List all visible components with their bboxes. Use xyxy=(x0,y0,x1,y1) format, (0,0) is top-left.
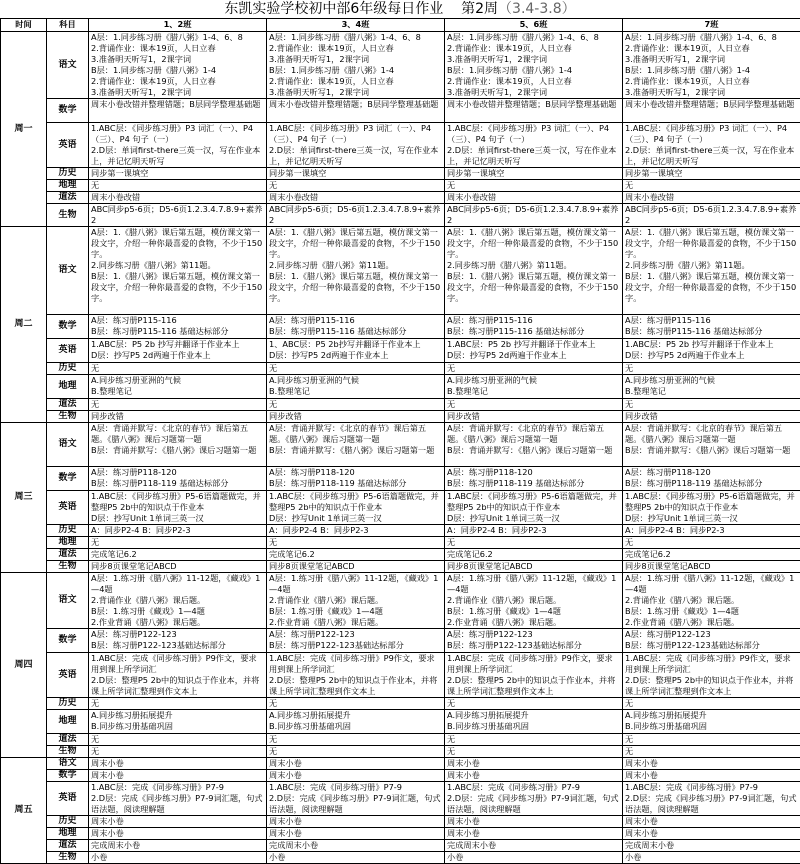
homework-cell: 周末小卷 xyxy=(89,828,267,840)
table-row xyxy=(1,828,800,840)
header-class-7: 7班 xyxy=(623,19,800,32)
homework-cell: 周末小卷 xyxy=(623,770,800,782)
week-dates: （3.4-3.8） xyxy=(498,1,576,17)
homework-cell: 周末小卷 xyxy=(267,828,445,840)
homework-cell: 1、ABC层：P5 2b抄写并翻译于作业本上 D层：抄写P5 2d两遍于作业本上 xyxy=(267,339,445,363)
subject-label: 语文 xyxy=(47,423,89,467)
homework-cell: A层：1.练习册《腊八粥》11-12题，《藏戏》1—4题 2.背诵作业《腊八粥》课后题。 B层：1.练习册《藏戏》1—4题 2.作业背诵《腊八粥》课后题。 xyxy=(445,573,623,629)
homework-cell: A层：1.《腊八粥》课后第五题，模仿课文第一段文字，介绍一种你最喜爱的食物，不少于150字。 2.同步练习册《腊八粥》第11题。 B层：1.《腊八粥》课后第五题，模仿课文第一段文字，介绍一种你最喜爱的食物，不少于150字。 xyxy=(89,227,267,315)
homework-cell: A层：1.练习册《腊八粥》11-12题，《藏戏》1—4题 2.背诵作业《腊八粥》课后题。 B层：1.练习册《藏戏》1—4题 2.作业背诵《腊八粥》课后题。 xyxy=(623,573,800,629)
table-row xyxy=(1,770,800,782)
homework-cell: A：同步P2-4 B：同步P2-3 xyxy=(445,525,623,537)
header-subject: 科目 xyxy=(47,19,89,32)
homework-cell: 无 xyxy=(623,698,800,710)
homework-cell: A层：1.练习册《腊八粥》11-12题，《藏戏》1—4题 2.背诵作业《腊八粥》课后题。 B层：1.练习册《藏戏》1—4题 2.作业背诵《腊八粥》课后题。 xyxy=(267,573,445,629)
homework-cell: 1.ABC层：完成《同步练习册》P9作文，要求用到课上所学词汇 2.D层：整理P5 2b中的知识点于作业本，并将课上所学词汇整理到作文本上 xyxy=(445,653,623,698)
subject-label: 生物 xyxy=(47,852,89,864)
homework-cell: A：同步P2-4 B：同步P2-3 xyxy=(267,525,445,537)
homework-cell: 无 xyxy=(445,180,623,192)
homework-cell: 周末小卷改错 xyxy=(445,192,623,204)
homework-cell: 无 xyxy=(267,399,445,411)
homework-cell: 无 xyxy=(267,746,445,758)
table-row xyxy=(1,180,800,192)
homework-cell: A.同步练习册亚洲的气候 B.整理笔记 xyxy=(445,375,623,399)
homework-cell: 周末小卷 xyxy=(445,816,623,828)
homework-cell: A.同步练习册拓展提升 B.同步练习册基础巩固 xyxy=(267,710,445,734)
table-row xyxy=(1,32,800,99)
homework-cell: 无 xyxy=(89,180,267,192)
homework-cell: A层：背诵并默写：《北京的春节》课后第五题。《腊八粥》课后习题第一题 B层：背诵并默写：《腊八粥》课后习题第一题 xyxy=(623,423,800,467)
homework-cell: 无 xyxy=(445,363,623,375)
homework-cell: A层：练习册P122-123 B层：练习册P122-123基础达标部分 xyxy=(623,629,800,653)
subject-label: 生物 xyxy=(47,204,89,227)
homework-cell: 无 xyxy=(267,537,445,549)
homework-cell: 1.ABC层：《同步练习册》P5-6语篇题做完，并整理P5 2b中的知识点于作业本 D层：抄写Unit 1单词三英一汉 xyxy=(623,491,800,525)
subject-label: 地理 xyxy=(47,828,89,840)
homework-cell: 完成笔记6.2 xyxy=(445,549,623,561)
homework-cell: 周末小卷 xyxy=(89,816,267,828)
table-row xyxy=(1,782,800,816)
homework-cell: A层：1.同步练习册《腊八粥》1-4、6、8 2.背诵作业：课本19页，人日立春 3.准备明天听写1，2课字词 B层：1.同步练习册《腊八粥》1-4 2.背诵作业：课本19页，人日立春 3.准备明天听写1，2课字词 xyxy=(445,32,623,99)
day-label: 周三 xyxy=(1,423,47,573)
homework-cell: A层：1.《腊八粥》课后第五题，模仿课文第一段文字，介绍一种你最喜爱的食物，不少于150字。 2.同步练习册《腊八粥》第11题。 B层：1.《腊八粥》课后第五题，模仿课文第一段文字，介绍一种你最喜爱的食物，不少于150字。 xyxy=(445,227,623,315)
table-row xyxy=(1,629,800,653)
homework-cell: A层：背诵并默写：《北京的春节》课后第五题。《腊八粥》课后习题第一题 B层：背诵并默写：《腊八粥》课后习题第一题 xyxy=(89,423,267,467)
homework-cell: 周末小卷改错并整理错题；B层同学整理基础题 xyxy=(267,99,445,123)
homework-cell: 周末小卷 xyxy=(89,770,267,782)
homework-cell: 无 xyxy=(623,399,800,411)
subject-label: 道法 xyxy=(47,549,89,561)
homework-cell: 同步改错 xyxy=(445,411,623,423)
homework-cell: 同步改错 xyxy=(623,411,800,423)
homework-cell: 同步8页课堂笔记ABCD xyxy=(89,561,267,573)
table-row xyxy=(1,192,800,204)
subject-label: 英语 xyxy=(47,653,89,698)
homework-cell: A层：1.同步练习册《腊八粥》1-4、6、8 2.背诵作业：课本19页，人日立春 3.准备明天听写1，2课字词 B层：1.同步练习册《腊八粥》1-4 2.背诵作业：课本19页，人日立春 3.准备明天听写1，2课字词 xyxy=(267,32,445,99)
homework-cell: 周末小卷改错并整理错题；B层同学整理基础题 xyxy=(623,99,800,123)
table-row xyxy=(1,467,800,491)
homework-cell: 完成周末小卷 xyxy=(267,840,445,852)
homework-cell: 无 xyxy=(623,734,800,746)
homework-cell: 无 xyxy=(623,180,800,192)
homework-cell: 1.ABC层：《同步练习册》P3 词汇（一）、P4（三）、P4 句子（一） 2.D层：单词first-there三英一汉，写在作业本上，并记忆明天听写 xyxy=(445,123,623,168)
homework-cell: 周末小卷 xyxy=(267,816,445,828)
header-class-3-4: 3、4班 xyxy=(267,19,445,32)
subject-label: 数学 xyxy=(47,467,89,491)
table-row xyxy=(1,411,800,423)
homework-cell: 无 xyxy=(89,698,267,710)
homework-cell: 完成周末小卷 xyxy=(623,840,800,852)
homework-cell: A层：练习册P118-120 B层：练习册P118-119 基础达标部分 xyxy=(267,467,445,491)
homework-cell: A.同步练习册拓展提升 B.同步练习册基础巩固 xyxy=(623,710,800,734)
homework-cell: 1.ABC层：完成《同步练习册》P9作文，要求用到课上所学词汇 2.D层：整理P5 2b中的知识点于作业本，并将课上所学词汇整理到作文本上 xyxy=(623,653,800,698)
homework-cell: 周末小卷 xyxy=(623,758,800,770)
homework-cell: 同步8页课堂笔记ABCD xyxy=(267,561,445,573)
homework-cell: 周末小卷改错并整理错题；B层同学整理基础题 xyxy=(445,99,623,123)
homework-cell: 完成周末小卷 xyxy=(445,840,623,852)
homework-cell: 无 xyxy=(623,537,800,549)
table-row xyxy=(1,537,800,549)
subject-label: 道法 xyxy=(47,399,89,411)
subject-label: 数学 xyxy=(47,629,89,653)
subject-label: 地理 xyxy=(47,180,89,192)
homework-cell: 无 xyxy=(267,698,445,710)
subject-label: 生物 xyxy=(47,411,89,423)
homework-cell: 1.ABC层：完成《同步练习册》P9作文，要求用到课上所学词汇 2.D层：整理P5 2b中的知识点于作业本，并将课上所学词汇整理到作文本上 xyxy=(267,653,445,698)
homework-cell: A层：1.同步练习册《腊八粥》1-4、6、8 2.背诵作业：课本19页，人日立春 3.准备明天听写1，2课字词 B层：1.同步练习册《腊八粥》1-4 2.背诵作业：课本19页，人日立春 3.准备明天听写1，2课字词 xyxy=(89,32,267,99)
table-row xyxy=(1,339,800,363)
homework-cell: 小卷 xyxy=(267,852,445,864)
homework-cell: A层：1.《腊八粥》课后第五题，模仿课文第一段文字，介绍一种你最喜爱的食物，不少于150字。 2.同步练习册《腊八粥》第11题。 B层：1.《腊八粥》课后第五题，模仿课文第一段文字，介绍一种你最喜爱的食物，不少于150字。 xyxy=(623,227,800,315)
homework-cell: 1.ABC层：《同步练习册》P5-6语篇题做完，并整理P5 2b中的知识点于作业本 D层：抄写Unit 1单词三英一汉 xyxy=(89,491,267,525)
homework-cell: 小卷 xyxy=(89,852,267,864)
homework-cell: 周末小卷改错并整理错题；B层同学整理基础题 xyxy=(89,99,267,123)
homework-cell: 1.ABC层：完成《同步练习册》P7-9 2.D层：完成《同步练习册》P7-9词汇题，句式语法题，阅读理解题 xyxy=(267,782,445,816)
homework-cell: 完成笔记6.2 xyxy=(89,549,267,561)
homework-cell: 同步第一课填空 xyxy=(89,168,267,180)
homework-cell: A层：练习册P115-116 B层：练习册P115-116 基础达标部分 xyxy=(89,315,267,339)
table-row xyxy=(1,840,800,852)
homework-cell: 无 xyxy=(267,180,445,192)
week-label: 第2周 xyxy=(461,1,498,17)
table-row xyxy=(1,573,800,629)
homework-cell: 同步8页课堂笔记ABCD xyxy=(623,561,800,573)
day-label: 周一 xyxy=(1,32,47,227)
homework-cell: 1.ABC层：《同步练习册》P3 词汇（一）、P4（三）、P4 句子（一） 2.D层：单词first-there三英一汉，写在作业本上，并记忆明天听写 xyxy=(267,123,445,168)
homework-cell: 1.ABC层：完成《同步练习册》P7-9 2.D层：完成《同步练习册》P7-9词汇题，句式语法题，阅读理解题 xyxy=(623,782,800,816)
table-row xyxy=(1,491,800,525)
homework-cell: A：同步P2-4 B：同步P2-3 xyxy=(89,525,267,537)
homework-cell: 1.ABC层：P5 2b 抄写并翻译于作业本上 D层：抄写P5 2d两遍于作业本上 xyxy=(445,339,623,363)
table-row xyxy=(1,734,800,746)
subject-label: 语文 xyxy=(47,758,89,770)
homework-cell: 无 xyxy=(445,537,623,549)
subject-label: 英语 xyxy=(47,123,89,168)
subject-label: 语文 xyxy=(47,573,89,629)
day-label: 周四 xyxy=(1,573,47,758)
homework-cell: A层：1.同步练习册《腊八粥》1-4、6、8 2.背诵作业：课本19页，人日立春 3.准备明天听写1，2课字词 B层：1.同步练习册《腊八粥》1-4 2.背诵作业：课本19页，人日立春 3.准备明天听写1，2课字词 xyxy=(623,32,800,99)
subject-label: 语文 xyxy=(47,227,89,315)
homework-cell: A.同步练习册亚洲的气候 B.整理笔记 xyxy=(267,375,445,399)
homework-cell: 无 xyxy=(267,734,445,746)
homework-cell: ABC同步p5-6页；D5-6页1.2.3.4.7.8.9+素养2 xyxy=(89,204,267,227)
homework-cell: A层：练习册P122-123 B层：练习册P122-123基础达标部分 xyxy=(445,629,623,653)
homework-cell: A层：练习册P115-116 B层：练习册P115-116 基础达标部分 xyxy=(267,315,445,339)
subject-label: 英语 xyxy=(47,782,89,816)
homework-cell: 周末小卷 xyxy=(445,758,623,770)
homework-cell: A层：练习册P122-123 B层：练习册P122-123基础达标部分 xyxy=(89,629,267,653)
subject-label: 数学 xyxy=(47,315,89,339)
day-label: 周二 xyxy=(1,227,47,423)
homework-table xyxy=(0,18,800,864)
page-title: 东凯实验学校初中部6年级每日作业 xyxy=(224,1,443,17)
homework-cell: A层：练习册P115-116 B层：练习册P115-116 基础达标部分 xyxy=(623,315,800,339)
homework-cell: 同步第一课填空 xyxy=(623,168,800,180)
table-row xyxy=(1,816,800,828)
homework-cell: 完成笔记6.2 xyxy=(623,549,800,561)
header-class-5-6: 5、6班 xyxy=(445,19,623,32)
table-row xyxy=(1,852,800,864)
homework-cell: 无 xyxy=(445,698,623,710)
homework-cell: 无 xyxy=(445,734,623,746)
homework-cell: 无 xyxy=(267,363,445,375)
subject-label: 地理 xyxy=(47,710,89,734)
subject-label: 英语 xyxy=(47,339,89,363)
subject-label: 道法 xyxy=(47,734,89,746)
homework-cell: 无 xyxy=(445,746,623,758)
homework-cell: 小卷 xyxy=(623,852,800,864)
subject-label: 历史 xyxy=(47,816,89,828)
table-row xyxy=(1,698,800,710)
table-row xyxy=(1,168,800,180)
table-row xyxy=(1,399,800,411)
homework-cell: 周末小卷 xyxy=(445,828,623,840)
homework-cell: A.同步练习册拓展提升 B.同步练习册基础巩固 xyxy=(445,710,623,734)
homework-cell: 1.ABC层：《同步练习册》P3 词汇（一）、P4（三）、P4 句子（一） 2.D层：单词first-there三英一汉，写在作业本上，并记忆明天听写 xyxy=(623,123,800,168)
table-row xyxy=(1,204,800,227)
homework-cell: 周末小卷改错 xyxy=(623,192,800,204)
subject-label: 历史 xyxy=(47,168,89,180)
homework-cell: 1.ABC层：完成《同步练习册》P7-9 2.D层：完成《同步练习册》P7-9词汇题，句式语法题，阅读理解题 xyxy=(445,782,623,816)
table-row xyxy=(1,549,800,561)
subject-label: 英语 xyxy=(47,491,89,525)
table-row xyxy=(1,99,800,123)
homework-cell: 无 xyxy=(623,746,800,758)
homework-cell: A：同步P2-4 B：同步P2-3 xyxy=(623,525,800,537)
table-row xyxy=(1,123,800,168)
subject-label: 语文 xyxy=(47,32,89,99)
homework-cell: 周末小卷改错 xyxy=(267,192,445,204)
table-row xyxy=(1,653,800,698)
subject-label: 道法 xyxy=(47,840,89,852)
table-row xyxy=(1,375,800,399)
subject-label: 历史 xyxy=(47,525,89,537)
homework-cell: 无 xyxy=(89,734,267,746)
homework-cell: A层：练习册P118-120 B层：练习册P118-119 基础达标部分 xyxy=(623,467,800,491)
table-row xyxy=(1,227,800,315)
subject-label: 历史 xyxy=(47,698,89,710)
homework-cell: 无 xyxy=(89,746,267,758)
table-row xyxy=(1,746,800,758)
homework-cell: A层：1.《腊八粥》课后第五题，模仿课文第一段文字，介绍一种你最喜爱的食物，不少于150字。 2.同步练习册《腊八粥》第11题。 B层：1.《腊八粥》课后第五题，模仿课文第一段文字，介绍一种你最喜爱的食物，不少于150字。 xyxy=(267,227,445,315)
table-row xyxy=(1,561,800,573)
homework-cell: 周末小卷 xyxy=(623,816,800,828)
homework-cell: A层：练习册P122-123 B层：练习册P122-123基础达标部分 xyxy=(267,629,445,653)
table-row xyxy=(1,525,800,537)
homework-cell: 周末小卷 xyxy=(445,770,623,782)
subject-label: 道法 xyxy=(47,192,89,204)
homework-cell: 无 xyxy=(89,537,267,549)
homework-cell: 同步第一课填空 xyxy=(267,168,445,180)
homework-cell: ABC同步p5-6页；D5-6页1.2.3.4.7.8.9+素养2 xyxy=(445,204,623,227)
homework-cell: 小卷 xyxy=(445,852,623,864)
table-row xyxy=(1,758,800,770)
homework-cell: ABC同步p5-6页；D5-6页1.2.3.4.7.8.9+素养2 xyxy=(267,204,445,227)
table-row xyxy=(1,363,800,375)
homework-cell: 无 xyxy=(89,399,267,411)
homework-cell: 完成周末小卷 xyxy=(89,840,267,852)
subject-label: 历史 xyxy=(47,363,89,375)
header-row xyxy=(1,19,800,32)
table-body xyxy=(1,32,800,864)
homework-cell: A层：背诵并默写：《北京的春节》课后第五题。《腊八粥》课后习题第一题 B层：背诵并默写：《腊八粥》课后习题第一题 xyxy=(267,423,445,467)
homework-cell: ABC同步p5-6页；D5-6页1.2.3.4.7.8.9+素养2 xyxy=(623,204,800,227)
homework-cell: 周末小卷改错 xyxy=(89,192,267,204)
homework-cell: 1.ABC层：完成《同步练习册》P9作文，要求用到课上所学词汇 2.D层：整理P5 2b中的知识点于作业本，并将课上所学词汇整理到作文本上 xyxy=(89,653,267,698)
homework-cell: 同步改错 xyxy=(267,411,445,423)
homework-cell: 1.ABC层：完成《同步练习册》P7-9 2.D层：完成《同步练习册》P7-9词汇题，句式语法题，阅读理解题 xyxy=(89,782,267,816)
table-row xyxy=(1,315,800,339)
table-row xyxy=(1,710,800,734)
homework-cell: 无 xyxy=(623,363,800,375)
homework-cell: 同步第一课填空 xyxy=(445,168,623,180)
homework-cell: A层：练习册P115-116 B层：练习册P115-116 基础达标部分 xyxy=(445,315,623,339)
homework-cell: 周末小卷 xyxy=(89,758,267,770)
day-label: 周五 xyxy=(1,758,47,864)
table-row xyxy=(1,423,800,467)
header-class-1-2: 1、2班 xyxy=(89,19,267,32)
subject-label: 生物 xyxy=(47,746,89,758)
subject-label: 地理 xyxy=(47,375,89,399)
homework-cell: 1.ABC层：《同步练习册》P5-6语篇题做完，并整理P5 2b中的知识点于作业本 D层：抄写Unit 1单词三英一汉 xyxy=(267,491,445,525)
homework-cell: 无 xyxy=(445,399,623,411)
homework-cell: A层：1.练习册《腊八粥》11-12题，《藏戏》1—4题 2.背诵作业《腊八粥》课后题。 B层：1.练习册《藏戏》1—4题 2.作业背诵《腊八粥》课后题。 xyxy=(89,573,267,629)
homework-cell: A.同步练习册亚洲的气候 B.整理笔记 xyxy=(623,375,800,399)
homework-cell: A层：练习册P118-120 B层：练习册P118-119 基础达标部分 xyxy=(89,467,267,491)
homework-cell: 1.ABC层：P5 2b 抄写并翻译于作业本上 D层：抄写P5 2d两遍于作业本上 xyxy=(623,339,800,363)
subject-label: 数学 xyxy=(47,770,89,782)
homework-cell: 周末小卷 xyxy=(267,758,445,770)
homework-cell: 1.ABC层：《同步练习册》P5-6语篇题做完，并整理P5 2b中的知识点于作业本 D层：抄写Unit 1单词三英一汉 xyxy=(445,491,623,525)
homework-cell: A.同步练习册拓展提升 B.同步练习册基础巩固 xyxy=(89,710,267,734)
homework-cell: 同步8页课堂笔记ABCD xyxy=(445,561,623,573)
header-time: 时间 xyxy=(1,19,47,32)
homework-cell: A.同步练习册亚洲的气候 B.整理笔记 xyxy=(89,375,267,399)
homework-cell: 周末小卷 xyxy=(267,770,445,782)
homework-cell: 1.ABC层：《同步练习册》P3 词汇（一）、P4（三）、P4 句子（一） 2.D层：单词first-there三英一汉，写在作业本上，并记忆明天听写 xyxy=(89,123,267,168)
homework-cell: A层：背诵并默写：《北京的春节》课后第五题。《腊八粥》课后习题第一题 B层：背诵并默写：《腊八粥》课后习题第一题 xyxy=(445,423,623,467)
homework-cell: 无 xyxy=(89,363,267,375)
page-header xyxy=(0,0,800,18)
subject-label: 生物 xyxy=(47,561,89,573)
homework-cell: 完成笔记6.2 xyxy=(267,549,445,561)
homework-cell: 周末小卷 xyxy=(623,828,800,840)
homework-cell: A层：练习册P118-120 B层：练习册P118-119 基础达标部分 xyxy=(445,467,623,491)
subject-label: 数学 xyxy=(47,99,89,123)
homework-cell: 同步改错 xyxy=(89,411,267,423)
homework-cell: 1.ABC层：P5 2b 抄写并翻译于作业本上 D层：抄写P5 2d两遍于作业本上 xyxy=(89,339,267,363)
subject-label: 地理 xyxy=(47,537,89,549)
